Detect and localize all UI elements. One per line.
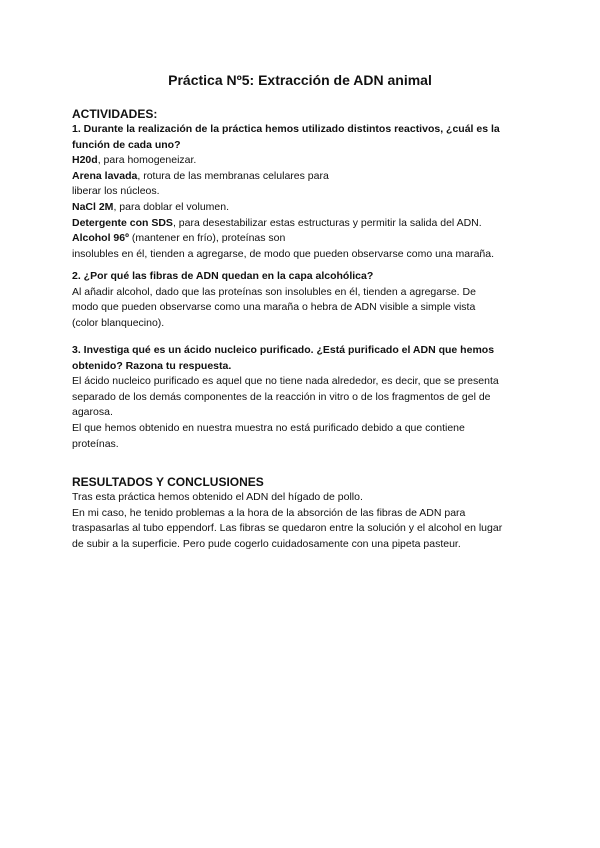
reagent-desc: insolubles en él, tienden a agregarse, de modo que pueden observarse como una maraña. <box>72 247 495 260</box>
question-1-line-1: 1. Durante la realización de la práctica hemos utilizado distintos reactivos, ¿cuál es la <box>72 123 500 135</box>
reagent-desc: , para homogeneizar. <box>97 154 197 167</box>
results-line: traspasarlas al tubo eppendorf. Las fibras se quedaron entre la solución y el alcohol en lugar <box>72 522 503 535</box>
reagent-term: Detergente con SDS <box>72 216 173 229</box>
question-2-text: 2. ¿Por qué las fibras de ADN quedan en la capa alcohólica? <box>72 270 374 282</box>
reagent-desc: , para desestabilizar estas estructuras y permitir la salida del ADN. <box>172 216 482 229</box>
reagent-item <box>72 184 542 200</box>
reagent-desc: , para doblar el volumen. <box>113 200 230 213</box>
reagent-item <box>72 153 542 169</box>
reagent-desc: liberar los núcleos. <box>72 185 160 198</box>
document-title: Práctica Nº5: Extracción de ADN animal <box>168 72 432 88</box>
activities-heading: ACTIVIDADES: <box>72 107 158 121</box>
question-1-line-2: función de cada uno? <box>72 138 181 151</box>
answer-line: proteínas. <box>72 437 119 450</box>
answer-line: agarosa. <box>72 406 113 419</box>
reagent-item <box>72 247 542 263</box>
results-line: En mi caso, he tenido problemas a la hora de la absorción de las fibras de ADN para <box>72 506 466 519</box>
question-2 <box>72 269 542 331</box>
reagent-desc: , rotura de las membranas celulares para <box>137 169 329 182</box>
reagent-term: Arena lavada <box>72 169 138 182</box>
reagent-item <box>72 231 542 247</box>
answer-line: separado de los demás componentes de la reacción in vitro o de los fragmentos de gel de <box>72 390 491 403</box>
reagent-term: NaCl 2M <box>72 200 114 213</box>
answer-line: (color blanquecino). <box>72 316 165 329</box>
reagent-item <box>72 200 542 216</box>
activities-section <box>72 106 542 122</box>
answer-line: modo que pueden observarse como una maraña o hebra de ADN visible a simple vista <box>72 301 476 314</box>
results-line: de subir a la superficie. Pero pude cogerlo cuidadosamente con una pipeta pasteur. <box>72 537 461 550</box>
reagent-term: H20d <box>72 154 98 167</box>
reagent-item <box>72 216 542 232</box>
results-heading: RESULTADOS Y CONCLUSIONES <box>72 475 264 489</box>
results-section <box>72 474 542 552</box>
question-3 <box>72 343 542 452</box>
question-1 <box>72 122 542 262</box>
answer-line: El ácido nucleico purificado es aquel que no tiene nada alrededor, es decir, que se presenta <box>72 375 499 388</box>
results-line: Tras esta práctica hemos obtenido el ADN del hígado de pollo. <box>72 491 363 503</box>
reagent-item <box>72 169 542 185</box>
question-3-line-1: 3. Investiga qué es un ácido nucleico purificado. ¿Está purificado el ADN que hemos <box>72 344 495 356</box>
answer-line: Al añadir alcohol, dado que las proteínas son insolubles en él, tienden a agregarse. De <box>72 285 476 298</box>
answer-line: El que hemos obtenido en nuestra muestra no está purificado debido a que contiene <box>72 421 465 434</box>
reagent-desc: (mantener en frío), proteínas son <box>128 232 286 245</box>
question-3-line-2: obtenido? Razona tu respuesta. <box>72 359 232 372</box>
reagent-term: Alcohol 96º <box>72 232 129 245</box>
